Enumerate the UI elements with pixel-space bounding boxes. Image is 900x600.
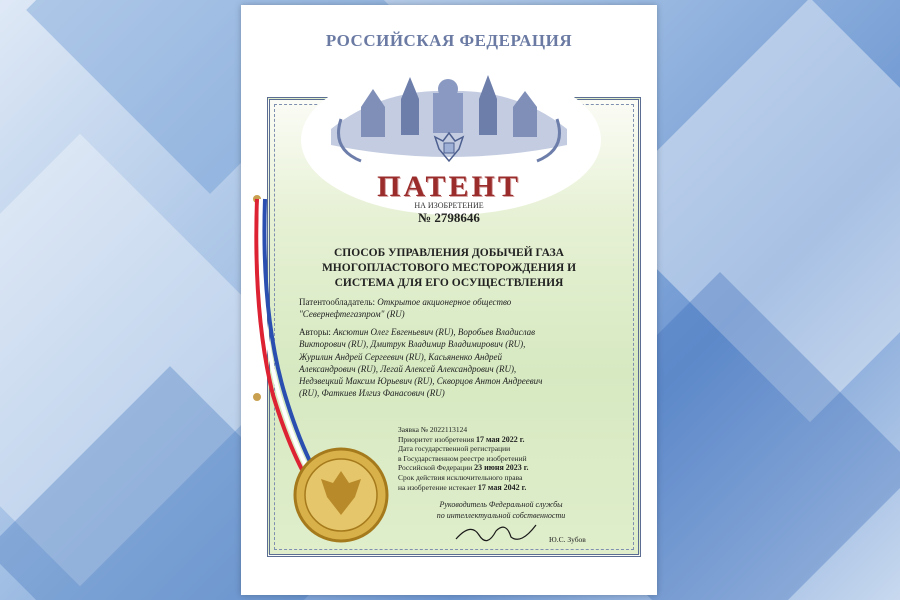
invention-title-line: СПОСОБ УПРАВЛЕНИЯ ДОБЫЧЕЙ ГАЗА — [334, 247, 564, 259]
registration-line: в Государственном реестре изобретений — [398, 453, 527, 463]
double-headed-eagle-icon — [429, 127, 469, 167]
priority-label: Приоритет изобретения — [398, 434, 475, 444]
author-line: Александрович (RU), Легай Алексей Александрович (RU), — [299, 363, 517, 374]
signatory-role: Руководитель Федеральной службы по интеллектуальной собственности — [436, 500, 566, 520]
author-line: Викторович (RU), Дмитрук Владимир Владимирович (RU), — [299, 339, 526, 350]
authors-label: Авторы: — [299, 327, 331, 337]
registration-line: Дата государственной регистрации — [398, 444, 511, 454]
priority-date: 17 мая 2022 г. — [476, 434, 525, 444]
patent-title: ПАТЕНТ — [377, 170, 521, 203]
registration-label: Российской Федерации — [398, 463, 473, 473]
country-title: РОССИЙСКАЯ ФЕДЕРАЦИЯ — [325, 31, 573, 50]
patent-document — [241, 5, 657, 595]
holder-value: Открытое акционерное общество — [377, 297, 512, 307]
holder-label: Патентообладатель: — [299, 297, 376, 307]
invention-title-line: СИСТЕМА ДЛЯ ЕГО ОСУЩЕСТВЛЕНИЯ — [334, 277, 564, 289]
author-line: Журилин Андрей Сергеевич (RU), Касьяненко Андрей — [299, 351, 503, 362]
handwritten-signature — [451, 517, 541, 547]
registration-date: 23 июня 2023 г. — [474, 463, 529, 473]
application-number: Заявка № 2022113124 — [398, 425, 468, 434]
gold-seal — [291, 445, 391, 545]
term-date: 17 мая 2042 г. — [477, 482, 527, 492]
signatory-name: Ю.С. Зубов — [549, 535, 586, 544]
invention-title-line: МНОГОПЛАСТОВОГО МЕСТОРОЖДЕНИЯ И — [321, 262, 577, 274]
holder-value: "Севернефтегазпром" (RU) — [299, 309, 405, 319]
patent-subtitle: НА ИЗОБРЕТЕНИЕ — [414, 201, 484, 210]
patent-number: № 2798646 — [418, 210, 480, 225]
registration-details — [398, 425, 598, 492]
term-line: Срок действия исключительного права — [398, 472, 523, 482]
author-line: (RU), Фаткиев Илгиз Фанасович (RU) — [299, 388, 445, 399]
author-line: Недзвецкий Максим Юрьевич (RU), Скворцов Антон Андреевич — [299, 376, 543, 387]
author-line: Аксютин Олег Евгеньевич (RU), Воробьев Владислав — [333, 327, 536, 337]
term-label: на изобретение истекает — [398, 482, 477, 492]
